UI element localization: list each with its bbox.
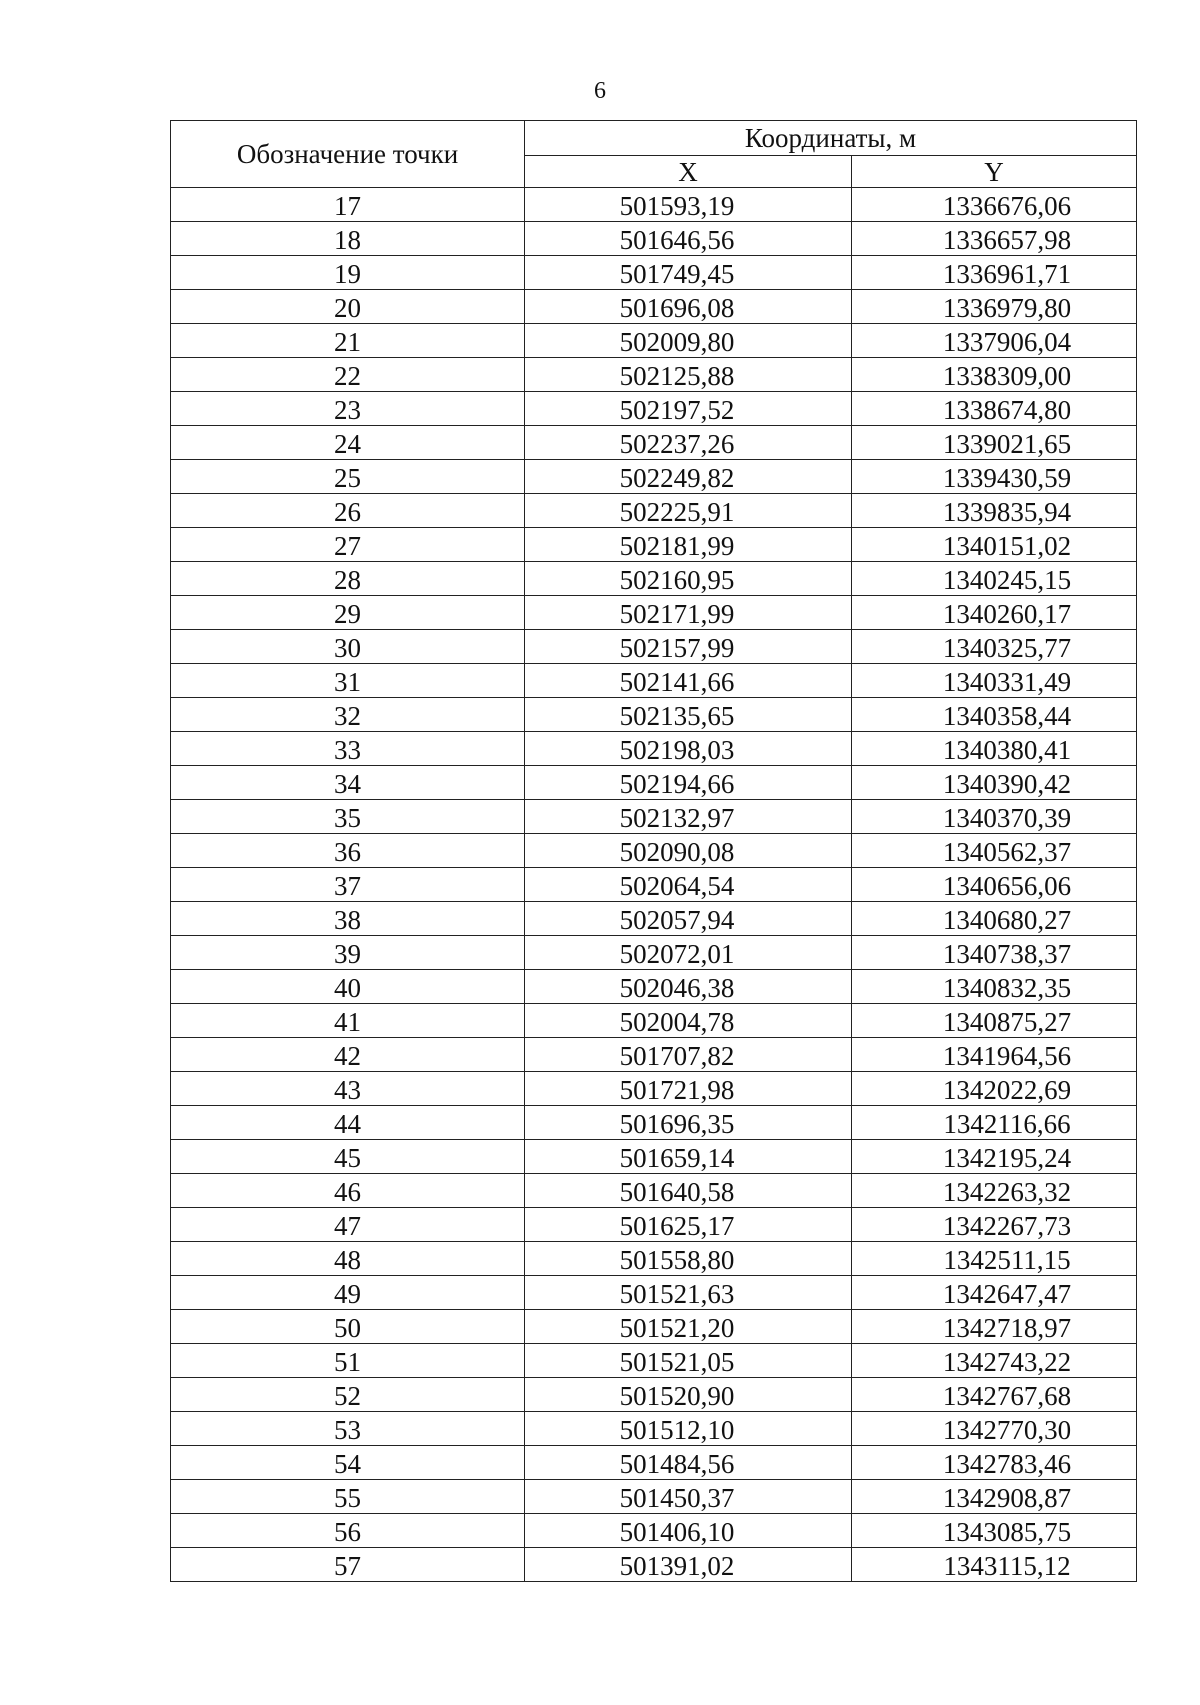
y-cell: 1340738,37 — [852, 936, 1137, 970]
point-cell: 40 — [171, 970, 525, 1004]
table-row — [171, 562, 1137, 596]
y-cell: 1341964,56 — [852, 1038, 1137, 1072]
table-row — [171, 970, 1137, 1004]
point-cell: 27 — [171, 528, 525, 562]
table-row — [171, 1548, 1137, 1582]
table-row — [171, 460, 1137, 494]
point-cell: 35 — [171, 800, 525, 834]
x-cell: 501749,45 — [525, 256, 852, 290]
table-row — [171, 800, 1137, 834]
table-row — [171, 324, 1137, 358]
y-cell: 1343085,75 — [852, 1514, 1137, 1548]
x-cell: 502157,99 — [525, 630, 852, 664]
table-row — [171, 528, 1137, 562]
point-cell: 37 — [171, 868, 525, 902]
table-header — [171, 121, 1137, 188]
point-cell: 49 — [171, 1276, 525, 1310]
x-cell: 502046,38 — [525, 970, 852, 1004]
table-row — [171, 1480, 1137, 1514]
x-cell: 502057,94 — [525, 902, 852, 936]
y-cell: 1340260,17 — [852, 596, 1137, 630]
y-cell: 1337906,04 — [852, 324, 1137, 358]
x-cell: 502225,91 — [525, 494, 852, 528]
table-row — [171, 1310, 1137, 1344]
x-cell: 501640,58 — [525, 1174, 852, 1208]
table-row — [171, 834, 1137, 868]
point-cell: 26 — [171, 494, 525, 528]
table-row — [171, 936, 1137, 970]
point-cell: 23 — [171, 392, 525, 426]
table-row — [171, 290, 1137, 324]
point-cell: 55 — [171, 1480, 525, 1514]
point-cell: 34 — [171, 766, 525, 800]
x-cell: 502194,66 — [525, 766, 852, 800]
x-cell: 502064,54 — [525, 868, 852, 902]
point-cell: 39 — [171, 936, 525, 970]
point-cell: 45 — [171, 1140, 525, 1174]
x-cell: 501696,35 — [525, 1106, 852, 1140]
point-cell: 46 — [171, 1174, 525, 1208]
point-cell: 32 — [171, 698, 525, 732]
point-cell: 25 — [171, 460, 525, 494]
point-cell: 52 — [171, 1378, 525, 1412]
point-cell: 21 — [171, 324, 525, 358]
coordinates-table — [170, 120, 1137, 1582]
y-cell: 1342770,30 — [852, 1412, 1137, 1446]
table-row — [171, 256, 1137, 290]
x-cell: 501521,20 — [525, 1310, 852, 1344]
y-cell: 1340656,06 — [852, 868, 1137, 902]
x-cell: 502171,99 — [525, 596, 852, 630]
y-cell: 1336961,71 — [852, 256, 1137, 290]
table-row — [171, 494, 1137, 528]
x-cell: 501696,08 — [525, 290, 852, 324]
y-cell: 1336657,98 — [852, 222, 1137, 256]
y-cell: 1342743,22 — [852, 1344, 1137, 1378]
table-row — [171, 1174, 1137, 1208]
x-cell: 501512,10 — [525, 1412, 852, 1446]
y-cell: 1343115,12 — [852, 1548, 1137, 1582]
table-row — [171, 1242, 1137, 1276]
table-body — [171, 188, 1137, 1582]
x-cell: 502004,78 — [525, 1004, 852, 1038]
y-cell: 1340380,41 — [852, 732, 1137, 766]
x-cell: 501520,90 — [525, 1378, 852, 1412]
table-row — [171, 1514, 1137, 1548]
x-cell: 502237,26 — [525, 426, 852, 460]
header-y: Y — [852, 156, 1137, 188]
table-row — [171, 630, 1137, 664]
y-cell: 1339430,59 — [852, 460, 1137, 494]
y-cell: 1338674,80 — [852, 392, 1137, 426]
y-cell: 1340325,77 — [852, 630, 1137, 664]
y-cell: 1339021,65 — [852, 426, 1137, 460]
header-x: X — [525, 156, 852, 188]
table-row — [171, 1004, 1137, 1038]
x-cell: 502249,82 — [525, 460, 852, 494]
table-row — [171, 1140, 1137, 1174]
y-cell: 1342908,87 — [852, 1480, 1137, 1514]
x-cell: 501450,37 — [525, 1480, 852, 1514]
x-cell: 502009,80 — [525, 324, 852, 358]
point-cell: 41 — [171, 1004, 525, 1038]
x-cell: 501558,80 — [525, 1242, 852, 1276]
y-cell: 1340370,39 — [852, 800, 1137, 834]
y-cell: 1340151,02 — [852, 528, 1137, 562]
x-cell: 501391,02 — [525, 1548, 852, 1582]
point-cell: 18 — [171, 222, 525, 256]
y-cell: 1342783,46 — [852, 1446, 1137, 1480]
y-cell: 1340680,27 — [852, 902, 1137, 936]
point-cell: 50 — [171, 1310, 525, 1344]
y-cell: 1340331,49 — [852, 664, 1137, 698]
y-cell: 1338309,00 — [852, 358, 1137, 392]
x-cell: 501625,17 — [525, 1208, 852, 1242]
point-cell: 19 — [171, 256, 525, 290]
y-cell: 1342511,15 — [852, 1242, 1137, 1276]
point-cell: 53 — [171, 1412, 525, 1446]
x-cell: 502197,52 — [525, 392, 852, 426]
table-row — [171, 664, 1137, 698]
y-cell: 1340358,44 — [852, 698, 1137, 732]
table-row — [171, 596, 1137, 630]
y-cell: 1342647,47 — [852, 1276, 1137, 1310]
y-cell: 1340875,27 — [852, 1004, 1137, 1038]
table-row — [171, 188, 1137, 222]
point-cell: 51 — [171, 1344, 525, 1378]
x-cell: 501521,63 — [525, 1276, 852, 1310]
y-cell: 1340562,37 — [852, 834, 1137, 868]
y-cell: 1340832,35 — [852, 970, 1137, 1004]
table-row — [171, 426, 1137, 460]
x-cell: 502198,03 — [525, 732, 852, 766]
table-row — [171, 868, 1137, 902]
table-row — [171, 1412, 1137, 1446]
point-cell: 44 — [171, 1106, 525, 1140]
table-row — [171, 732, 1137, 766]
y-cell: 1336979,80 — [852, 290, 1137, 324]
table-row — [171, 222, 1137, 256]
point-cell: 48 — [171, 1242, 525, 1276]
x-cell: 501646,56 — [525, 222, 852, 256]
header-coordinates: Координаты, м — [525, 121, 1137, 156]
point-cell: 17 — [171, 188, 525, 222]
page-number: 6 — [594, 78, 606, 104]
x-cell: 501707,82 — [525, 1038, 852, 1072]
x-cell: 501659,14 — [525, 1140, 852, 1174]
y-cell: 1342718,97 — [852, 1310, 1137, 1344]
table-row — [171, 1344, 1137, 1378]
point-cell: 33 — [171, 732, 525, 766]
point-cell: 30 — [171, 630, 525, 664]
point-cell: 36 — [171, 834, 525, 868]
table-row — [171, 1378, 1137, 1412]
x-cell: 501484,56 — [525, 1446, 852, 1480]
table-row — [171, 766, 1137, 800]
x-cell: 501521,05 — [525, 1344, 852, 1378]
y-cell: 1342263,32 — [852, 1174, 1137, 1208]
point-cell: 47 — [171, 1208, 525, 1242]
table-row — [171, 358, 1137, 392]
point-cell: 20 — [171, 290, 525, 324]
table-row — [171, 1208, 1137, 1242]
x-cell: 502125,88 — [525, 358, 852, 392]
x-cell: 502160,95 — [525, 562, 852, 596]
x-cell: 502132,97 — [525, 800, 852, 834]
y-cell: 1342022,69 — [852, 1072, 1137, 1106]
point-cell: 38 — [171, 902, 525, 936]
point-cell: 29 — [171, 596, 525, 630]
y-cell: 1342116,66 — [852, 1106, 1137, 1140]
table-row — [171, 902, 1137, 936]
x-cell: 501721,98 — [525, 1072, 852, 1106]
x-cell: 502090,08 — [525, 834, 852, 868]
header-point-designation: Обозначение точки — [171, 121, 525, 188]
y-cell: 1340390,42 — [852, 766, 1137, 800]
x-cell: 502135,65 — [525, 698, 852, 732]
x-cell: 501406,10 — [525, 1514, 852, 1548]
x-cell: 502181,99 — [525, 528, 852, 562]
y-cell: 1342767,68 — [852, 1378, 1137, 1412]
table-row — [171, 1038, 1137, 1072]
y-cell: 1340245,15 — [852, 562, 1137, 596]
y-cell: 1342195,24 — [852, 1140, 1137, 1174]
point-cell: 43 — [171, 1072, 525, 1106]
x-cell: 502141,66 — [525, 664, 852, 698]
table-row — [171, 1446, 1137, 1480]
y-cell: 1339835,94 — [852, 494, 1137, 528]
y-cell: 1336676,06 — [852, 188, 1137, 222]
point-cell: 42 — [171, 1038, 525, 1072]
point-cell: 31 — [171, 664, 525, 698]
x-cell: 501593,19 — [525, 188, 852, 222]
point-cell: 57 — [171, 1548, 525, 1582]
table-row — [171, 1072, 1137, 1106]
table-row — [171, 392, 1137, 426]
point-cell: 54 — [171, 1446, 525, 1480]
point-cell: 22 — [171, 358, 525, 392]
x-cell: 502072,01 — [525, 936, 852, 970]
table-row — [171, 1106, 1137, 1140]
y-cell: 1342267,73 — [852, 1208, 1137, 1242]
table-row — [171, 1276, 1137, 1310]
table-row — [171, 698, 1137, 732]
point-cell: 28 — [171, 562, 525, 596]
point-cell: 56 — [171, 1514, 525, 1548]
point-cell: 24 — [171, 426, 525, 460]
